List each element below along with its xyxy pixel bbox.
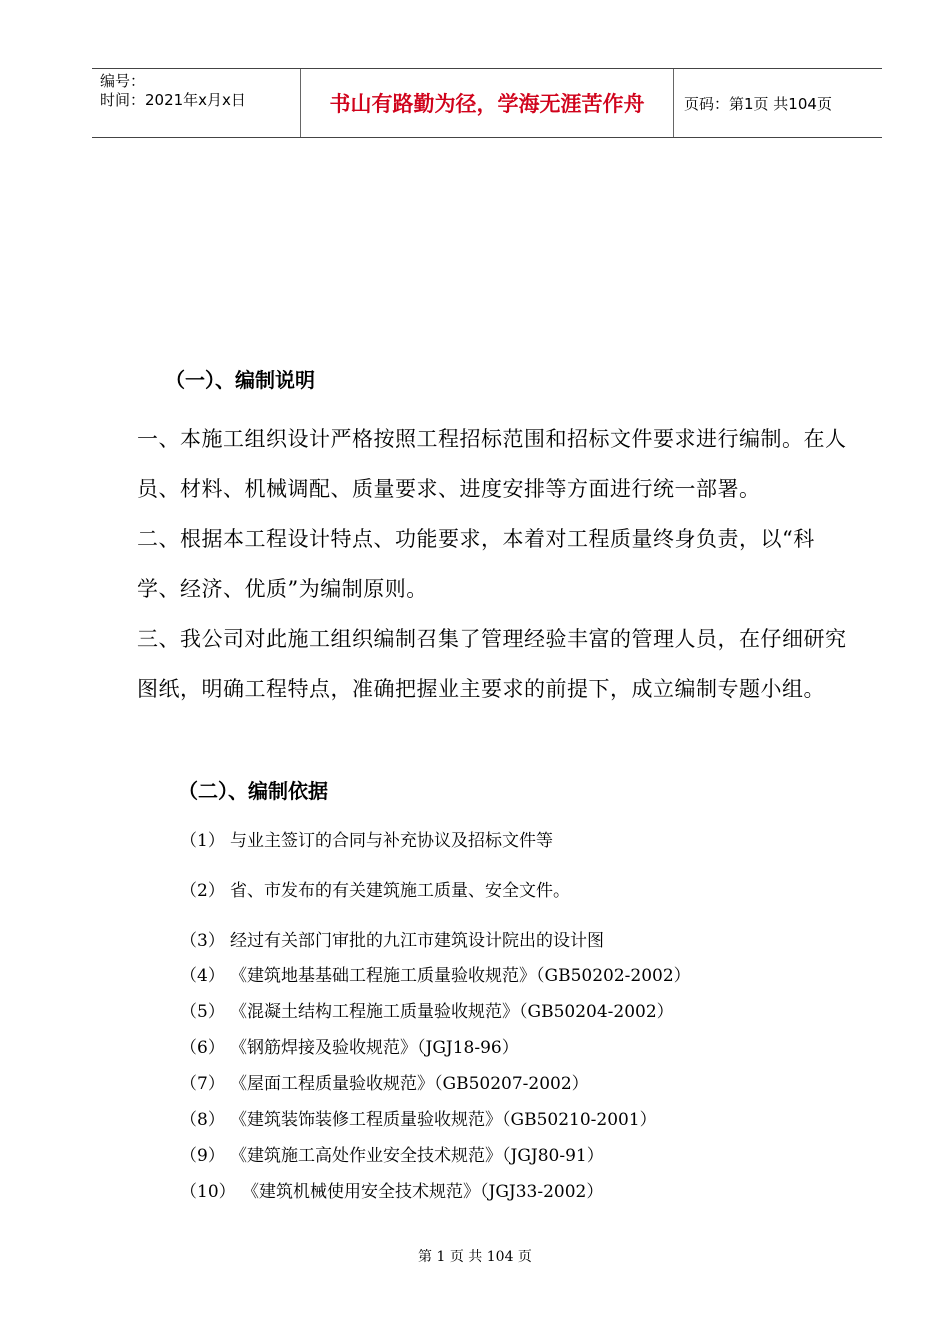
list-item-number: （2） — [180, 881, 225, 901]
list-item-number: （10） — [180, 1182, 236, 1202]
list-item — [180, 1105, 657, 1130]
number-label: 编号： — [100, 72, 146, 90]
list-item — [180, 826, 553, 851]
list-item-number: （3） — [180, 931, 225, 951]
list-item-text: 《建筑装饰装修工程质量验收规范》（GB50210-2001） — [230, 1110, 657, 1130]
list-item-text: 《建筑地基基础工程施工质量验收规范》（GB50202-2002） — [230, 966, 691, 986]
paragraph-3: 三、我公司对此施工组织编制召集了管理经验丰富的管理人员，在仔细研究图纸，明确工程特点，准确把握业主要求的前提下，成立编制专题小组。 — [137, 627, 847, 701]
page-footer: 第 1 页 共 104 页 — [418, 1249, 532, 1265]
section1-body — [137, 414, 847, 714]
list-item-number: （6） — [180, 1038, 225, 1058]
list-item — [180, 961, 691, 986]
time-label: 时间：2021年x月x日 — [100, 91, 246, 109]
list-item-number: （7） — [180, 1074, 225, 1094]
paragraph-2: 二、根据本工程设计特点、功能要求，本着对工程质量终身负责，以“科学、经济、优质”为编制原则。 — [137, 527, 815, 601]
list-item-number: （4） — [180, 966, 225, 986]
list-item-text: 《钢筋焊接及验收规范》（JGJ18-96） — [230, 1038, 519, 1058]
paragraph-1: 一、本施工组织设计严格按照工程招标范围和招标文件要求进行编制。在人员、材料、机械调配、质量要求、进度安排等方面进行统一部署。 — [137, 427, 847, 501]
list-item — [180, 1141, 604, 1166]
list-item-text: 《建筑施工高处作业安全技术规范》（JGJ80-91） — [230, 1146, 604, 1166]
list-item-text: 省、市发布的有关建筑施工质量、安全文件。 — [230, 881, 570, 901]
list-item-text: 《混凝土结构工程施工质量验收规范》（GB50204-2002） — [230, 1002, 674, 1022]
list-item — [180, 1069, 589, 1094]
header-page-info: 页码：第1页 共104页 — [684, 94, 832, 113]
list-item-text: 《建筑机械使用安全技术规范》（JGJ33-2002） — [242, 1182, 604, 1202]
section1-title: （一）、编制说明 — [165, 368, 315, 392]
list-item-number: （1） — [180, 831, 225, 851]
section2-title: （二）、编制依据 — [178, 779, 328, 803]
list-item — [180, 926, 604, 951]
list-item-number: （5） — [180, 1002, 225, 1022]
list-item — [180, 876, 570, 901]
list-item — [180, 997, 674, 1022]
page-header — [92, 68, 882, 138]
list-item-text: 经过有关部门审批的九江市建筑设计院出的设计图 — [230, 931, 604, 951]
list-item-text: 《屋面工程质量验收规范》（GB50207-2002） — [230, 1074, 589, 1094]
header-motto: 书山有路勤为径，学海无涯苦作舟 — [300, 69, 674, 137]
list-item-number: （9） — [180, 1146, 225, 1166]
list-item-text: 与业主签订的合同与补充协议及招标文件等 — [230, 831, 553, 851]
list-item — [180, 1177, 603, 1202]
list-item — [180, 1033, 519, 1058]
header-meta — [92, 69, 300, 137]
list-item-number: （8） — [180, 1110, 225, 1130]
